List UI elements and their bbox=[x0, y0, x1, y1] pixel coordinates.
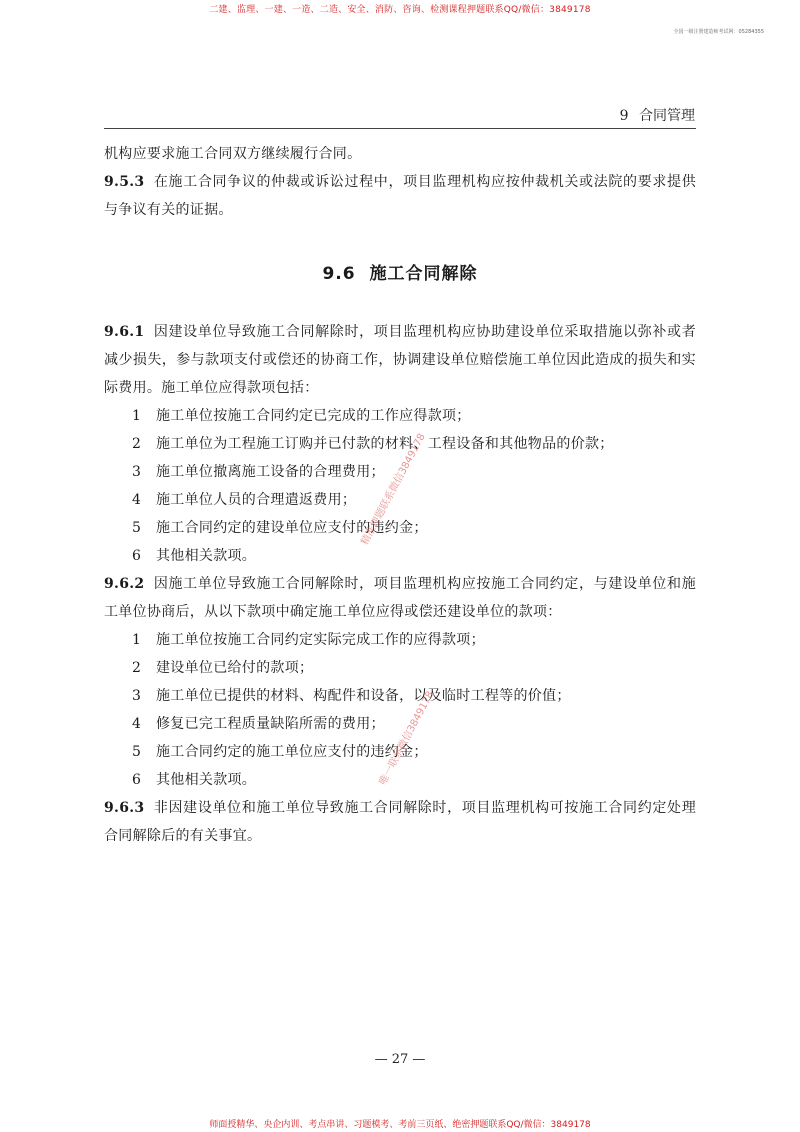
clause-text: 因建设单位导致施工合同解除时，项目监理机构应协助建设单位采取措施以弥补或者减少损失，参与款项支付或偿还的协商工作，协调建设单位赔偿施工单位因此造成的损失和实际费用。施工单位应得款项包括： bbox=[104, 324, 696, 396]
list-item bbox=[104, 402, 696, 430]
item-text: 施工单位为工程施工订购并已付款的材料、工程设备和其他物品的价款； bbox=[156, 436, 614, 452]
item-text: 修复已完工程质量缺陷所需的费用； bbox=[156, 716, 385, 732]
item-number: 3 bbox=[132, 688, 142, 704]
item-text: 其他相关款项。 bbox=[156, 772, 257, 788]
item-number: 5 bbox=[132, 520, 142, 536]
watermark-stamp: 唯一联系微信3849178 bbox=[377, 689, 437, 788]
list-item bbox=[104, 626, 696, 654]
running-header: 9 合同管理 bbox=[619, 108, 695, 124]
item-text: 其他相关款项。 bbox=[156, 548, 257, 564]
header-rule bbox=[104, 128, 696, 129]
top-promo-banner: 二建、监理、一建、一造、二造、安全、消防、咨询、检测课程押题联系QQ/微信：3849178 bbox=[209, 5, 591, 15]
list-item bbox=[104, 542, 696, 570]
list-item bbox=[104, 514, 696, 542]
clause-number: 9.5.3 bbox=[104, 174, 145, 190]
item-text: 施工单位人员的合理遣返费用； bbox=[156, 492, 357, 508]
clause-text: 因施工单位导致施工合同解除时，项目监理机构应按施工合同约定，与建设单位和施工单位协商后，从以下款项中确定施工单位应得或偿还建设单位的款项： bbox=[104, 576, 696, 620]
item-text: 施工单位按施工合同约定已完成的工作应得款项； bbox=[156, 408, 471, 424]
item-text: 建设单位已给付的款项； bbox=[156, 660, 314, 676]
clause-text: 在施工合同争议的仲裁或诉讼过程中，项目监理机构应按仲裁机关或法院的要求提供与争议有关的证据。 bbox=[104, 174, 696, 218]
section-heading: 施工合同解除 bbox=[369, 264, 478, 284]
clause-9-6-2 bbox=[104, 570, 696, 626]
item-number: 2 bbox=[132, 436, 142, 452]
list-item bbox=[104, 682, 696, 710]
item-number: 3 bbox=[132, 464, 142, 480]
item-number: 5 bbox=[132, 744, 142, 760]
clause-number: 9.6.1 bbox=[104, 324, 145, 340]
item-number: 4 bbox=[132, 716, 142, 732]
clause-number: 9.6.3 bbox=[104, 800, 145, 816]
item-number: 6 bbox=[132, 772, 142, 788]
item-text: 施工单位已提供的材料、构配件和设备，以及临时工程等的价值； bbox=[156, 688, 571, 704]
item-number: 1 bbox=[132, 632, 142, 648]
top-right-note: 全国一级注册建造师考试网：05284355 bbox=[673, 29, 764, 35]
clause-9-5-3 bbox=[104, 168, 696, 224]
clause-number: 9.6.2 bbox=[104, 576, 145, 592]
item-number: 2 bbox=[132, 660, 142, 676]
watermark-stamp: 精准押题联系微信3849178 bbox=[359, 431, 428, 548]
clause-text: 非因建设单位和施工单位导致施工合同解除时，项目监理机构可按施工合同约定处理合同解除后的有关事宜。 bbox=[104, 800, 696, 844]
bottom-promo-banner: 师面授精华、央企内训、考点串讲、习题模考、考前三页纸、绝密押题联系QQ/微信：3849178 bbox=[209, 1120, 591, 1130]
item-text: 施工单位撤离施工设备的合理费用； bbox=[156, 464, 385, 480]
item-number: 4 bbox=[132, 492, 142, 508]
item-text: 施工合同约定的施工单位应支付的违约金； bbox=[156, 744, 428, 760]
list-item bbox=[104, 654, 696, 682]
list-item bbox=[104, 766, 696, 794]
item-number: 1 bbox=[132, 408, 142, 424]
item-text: 施工单位按施工合同约定实际完成工作的应得款项； bbox=[156, 632, 485, 648]
section-number: 9.6 bbox=[322, 264, 356, 284]
clause-9-6-1 bbox=[104, 318, 696, 402]
item-number: 6 bbox=[132, 548, 142, 564]
clause-9-6-3 bbox=[104, 794, 696, 850]
section-title bbox=[104, 259, 696, 284]
intro-line: 机构应要求施工合同双方继续履行合同。 bbox=[104, 146, 362, 162]
list-item bbox=[104, 486, 696, 514]
list-item bbox=[104, 430, 696, 458]
page-number: — 27 — bbox=[374, 1052, 426, 1067]
item-text: 施工合同约定的建设单位应支付的违约金； bbox=[156, 520, 428, 536]
